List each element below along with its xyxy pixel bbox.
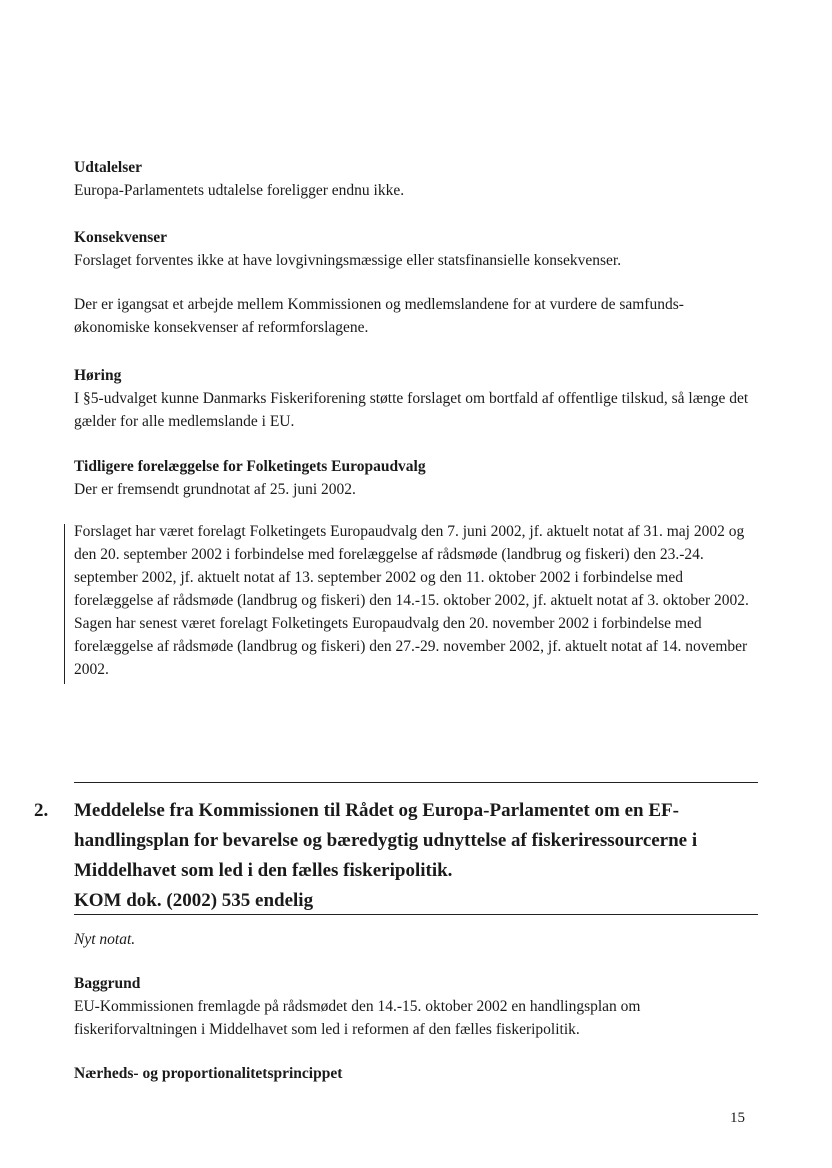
section-konsekvenser [74,226,754,272]
top-divider [74,782,758,783]
note-text: Nyt notat. [74,931,136,948]
section-heading: Høring [74,367,122,384]
section-baggrund [74,972,754,1041]
section-text: EU-Kommissionen fremlagde på rådsmødet den 14.-15. oktober 2002 en handlingsplan om fiskeriforvaltningen i Middelhavet som led i reformen af den fælles fiskeripolitik. [74,998,641,1038]
section-heading: Tidligere forelæggelse for Folketingets Europaudvalg [74,458,426,475]
section-heading: Udtalelser [74,159,143,176]
konsekvenser-paragraph-2 [74,293,754,339]
section-text: Europa-Parlamentets udtalelse foreligger endnu ikke. [74,182,405,199]
section-text: Forslaget har været forelagt Folketingets Europaudvalg den 7. juni 2002, jf. aktuelt notat af 31. maj 2002 og den 20. september 2002 i forbindelse med forelæggelse af rådsmøde (landbrug og fiskeri) den 23.-24. september 2002, jf. aktuelt notat af 13. september 2002 og den 11. oktober 2002 i forbindelse med forelæggelse af rådsmøde (landbrug og fiskeri) den 14.-15. oktober 2002, jf. aktuelt notat af 3. oktober 2002. Sagen har senest været forelagt Folketingets Europaudvalg den 20. november 2002 i forbindelse med forelæggelse af rådsmøde (landbrug og fiskeri) den 27.-29. november 2002, jf. aktuelt notat af 14. november 2002. [74,523,749,678]
section-heading: Nærheds- og proportionalitetsprincippet [74,1065,343,1082]
item-title-line: KOM dok. (2002) 535 endelig [74,890,314,911]
item-title-line: Meddelelse fra Kommissionen til Rådet og Europa-Parlamentet om en EF- [74,800,679,821]
item-number: 2. [34,800,49,821]
item-title [74,796,764,916]
item-title-line: handlingsplan for bevarelse og bæredygtig udnyttelse af fiskeriressourcerne i [74,830,698,851]
section-text: Forslaget forventes ikke at have lovgivningsmæssige eller statsfinansielle konsekvenser. [74,252,622,269]
section-naerhed [74,1062,754,1085]
item-title-line: Middelhavet som led i den fælles fiskeripolitik. [74,860,453,881]
section-heading: Baggrund [74,975,141,992]
bottom-divider [74,914,758,915]
section-text: Der er fremsendt grundnotat af 25. juni 2002. [74,481,356,498]
tidligere-paragraph-2 [74,520,754,681]
section-heading: Konsekvenser [74,229,167,246]
section-text: Der er igangsat et arbejde mellem Kommissionen og medlemslandene for at vurdere de samfunds-økonomiske konsekvenser af reformforslagene. [74,296,684,336]
section-hoering [74,364,754,433]
revision-change-bar [64,524,65,684]
section-text: I §5-udvalget kunne Danmarks Fiskeriforening støtte forslaget om bortfald af offentlige tilskud, så længe det gælder for alle medlemslande i EU. [74,390,749,430]
page-number: 15 [730,1110,745,1126]
section-udtalelser [74,156,754,202]
section-tidligere [74,455,754,501]
